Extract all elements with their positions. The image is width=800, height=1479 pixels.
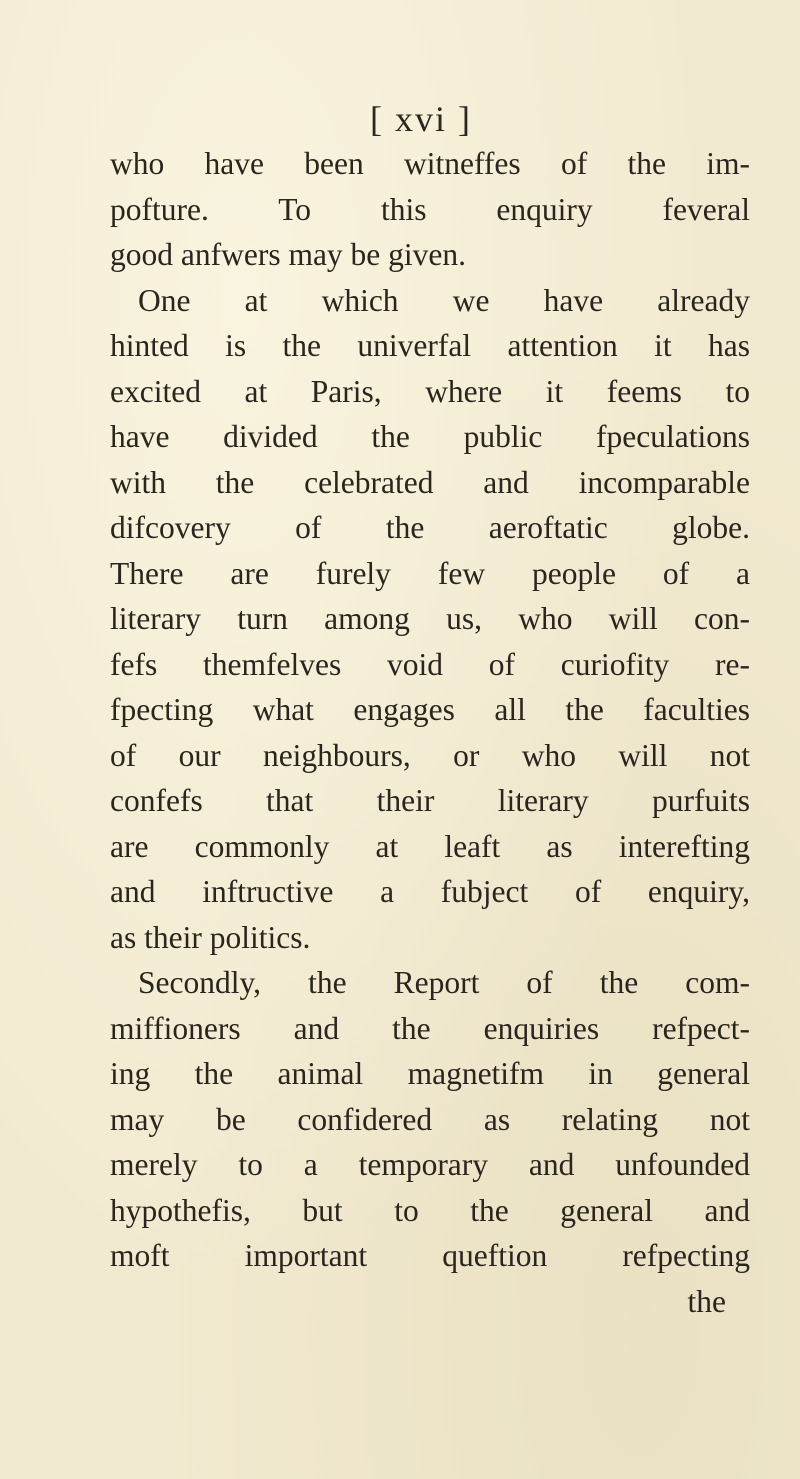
text-line: who have been witneffes of the im-: [110, 146, 750, 181]
text-line: literary turn among us, who will con-: [110, 601, 750, 636]
text-line: fefs themfelves void of curiofity re-: [110, 646, 750, 682]
body-text: [110, 141, 750, 1324]
text-line: excited at Paris, where it feems to: [110, 373, 750, 409]
text-line: confefs that their literary purfuits: [110, 783, 750, 818]
text-line: and inftructive a fubject of enquiry,: [110, 874, 750, 909]
page-header: [ xvi ]: [370, 99, 472, 139]
text-line: fpecting what engages all the faculties: [110, 692, 750, 727]
text-line: One at which we have already: [138, 282, 750, 318]
text-line: are commonly at leaft as interefting: [110, 828, 750, 864]
text-line: with the celebrated and incomparable: [110, 464, 750, 500]
text-line: miffioners and the enquiries refpect-: [110, 1010, 750, 1046]
text-line: There are furely few people of a: [110, 555, 750, 591]
text-line: as their politics.: [110, 919, 311, 955]
text-line: merely to a temporary and unfounded: [110, 1147, 750, 1182]
text-line: Secondly, the Report of the com-: [138, 965, 750, 1000]
text-line: ing the animal magnetifm in general: [110, 1056, 750, 1091]
text-line: moft important queftion refpecting: [110, 1238, 750, 1273]
text-line: hypothefis, but to the general and: [110, 1192, 750, 1228]
catchword: the: [687, 1283, 726, 1319]
text-line: hinted is the univerfal attention it has: [110, 328, 750, 363]
text-line: have divided the public fpeculations: [110, 419, 750, 454]
text-line: difcovery of the aeroftatic globe.: [110, 510, 750, 545]
text-line: of our neighbours, or who will not: [110, 737, 750, 773]
text-line: good anfwers may be given.: [110, 237, 467, 272]
text-line: may be confidered as relating not: [110, 1101, 750, 1137]
text-line: pofture. To this enquiry feveral: [110, 191, 750, 227]
